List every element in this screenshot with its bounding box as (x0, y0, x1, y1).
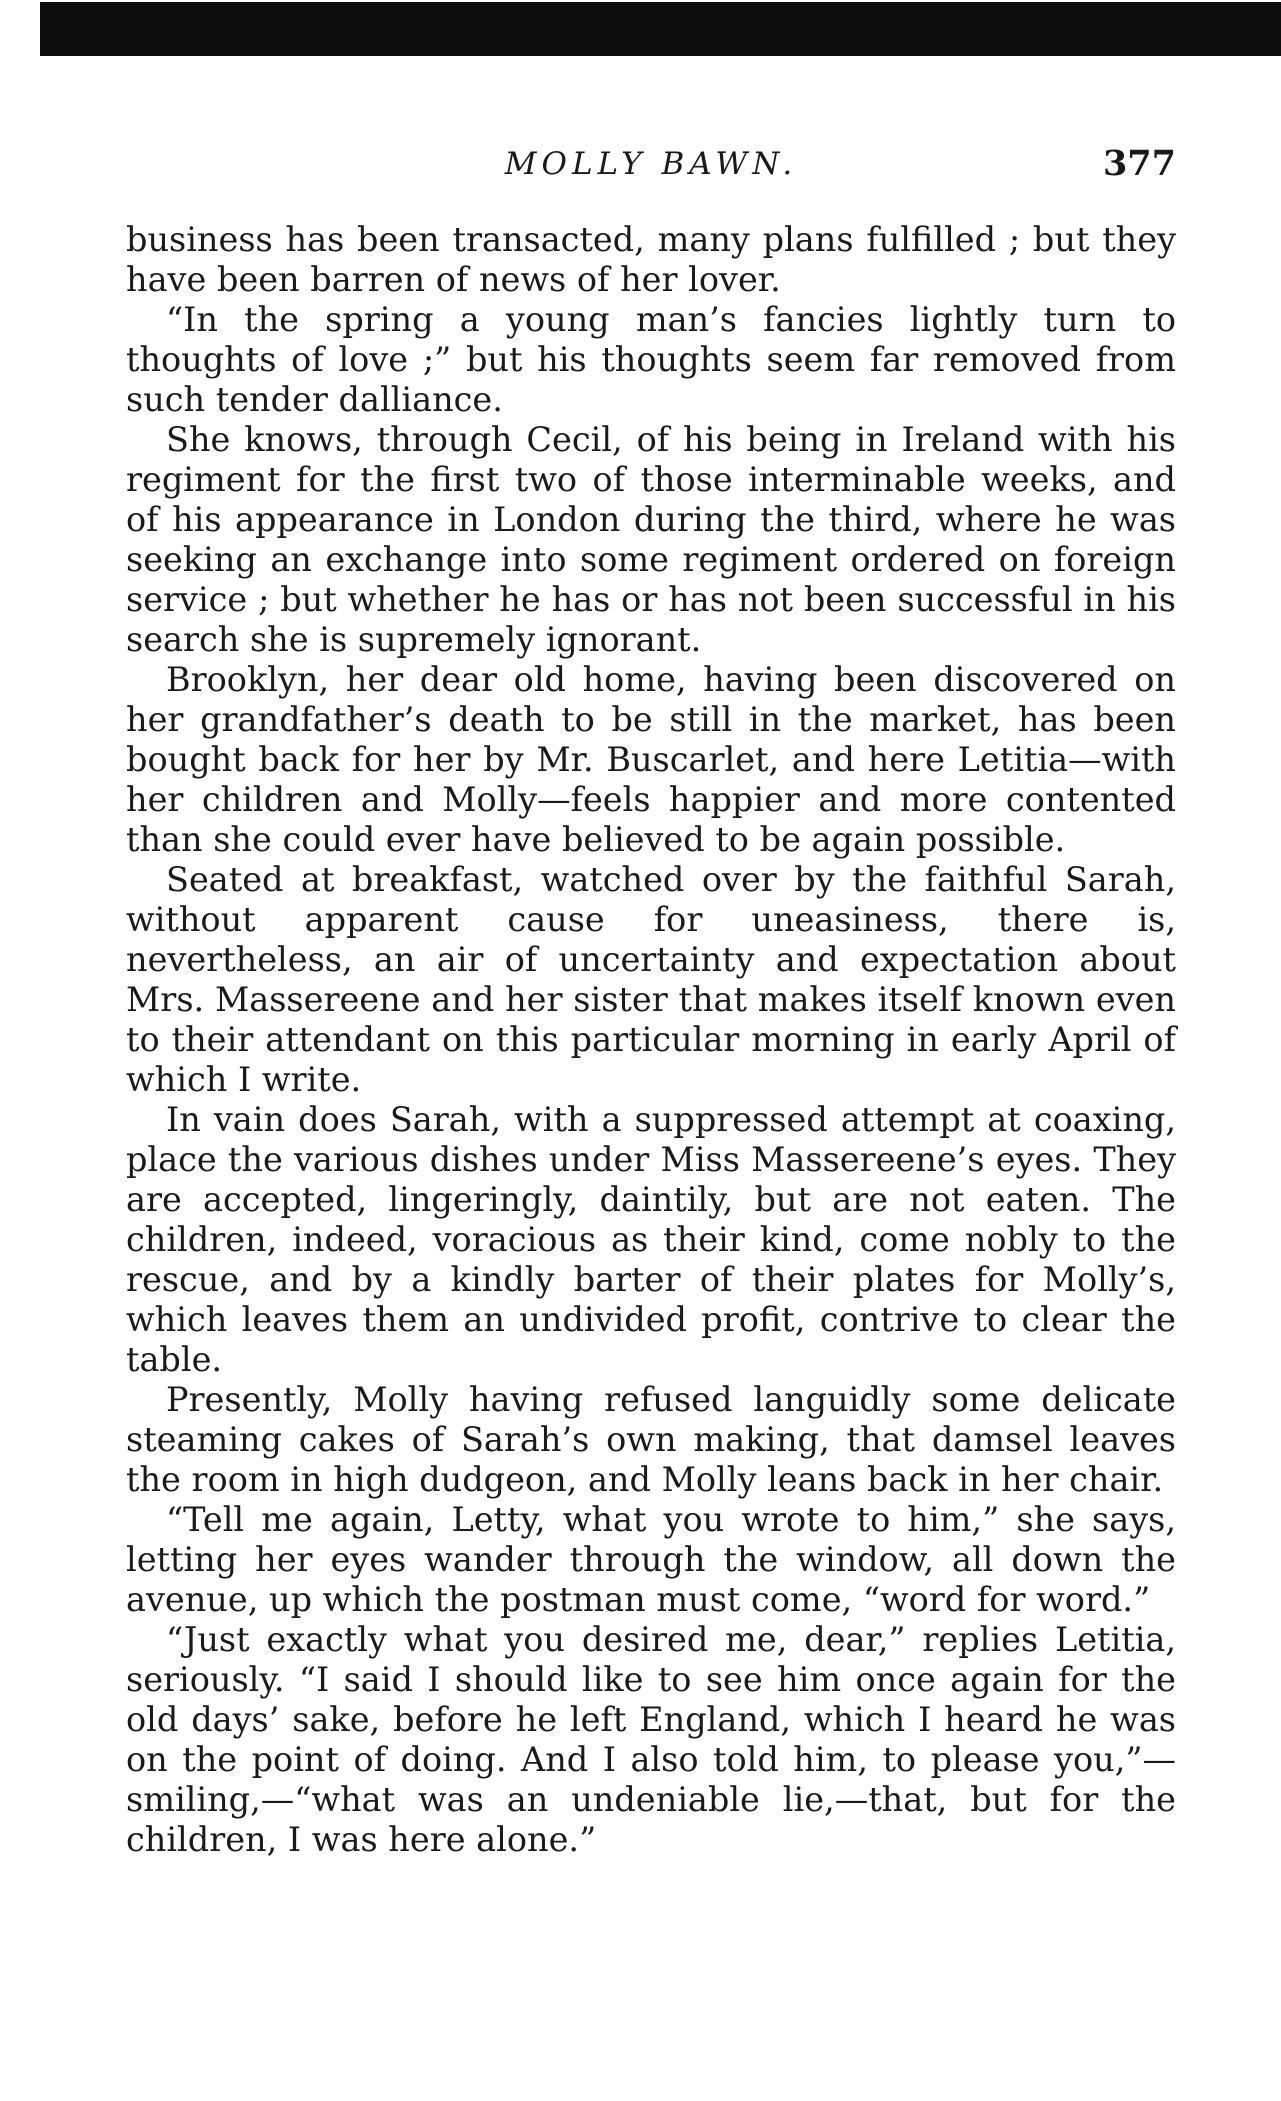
paragraph-continued: business has been transacted, many plans fulfilled ; but they have been barren of news of her lover. (126, 220, 1176, 299)
running-head (126, 140, 1176, 188)
body-text (126, 220, 1176, 1860)
paragraph: In vain does Sarah, with a suppressed attempt at coaxing, place the various dishes under Miss Massereene’s eyes. They are accepted, lingeringly, daintily, but are not eaten. The children, indeed, voracious as their kind, come nobly to the rescue, and by a kindly barter of their plates for Molly’s, which leaves them an undivided profit, contrive to clear the table. (126, 1100, 1176, 1379)
paragraph: She knows, through Cecil, of his being in Ireland with his regiment for the first two of those interminable weeks, and of his appearance in London during the third, where he was seeking an exchange into some regiment ordered on foreign service ; but whether he has or has not been successful in his search she is supremely ignorant. (126, 420, 1176, 659)
paragraph: “In the spring a young man’s fancies lightly turn to thoughts of love ;” but his thoughts seem far removed from such tender dalliance. (126, 300, 1176, 419)
top-black-bar (40, 2, 1281, 56)
paragraph: “Tell me again, Letty, what you wrote to him,” she says, letting her eyes wander through the window, all down the avenue, up which the postman must come, “word for word.” (126, 1500, 1176, 1619)
paragraph: Seated at breakfast, watched over by the faithful Sarah, without apparent cause for uneasiness, there is, nevertheless, an air of uncertainty and expectation about Mrs. Massereene and her sister that makes itself known even to their attendant on this particular morning in early April of which I write. (126, 860, 1176, 1099)
paragraph: “Just exactly what you desired me, dear,” replies Letitia, seriously. “I said I should like to see him once again for the old days’ sake, before he left England, which I heard he was on the point of doing. And I also told him, to please you,”—smiling,—“what was an undeniable lie,—that, but for the children, I was here alone.” (126, 1620, 1176, 1859)
page-number: 377 (1102, 143, 1176, 184)
paragraph: Brooklyn, her dear old home, having been discovered on her grandfather’s death to be still in the market, has been bought back for her by Mr. Buscarlet, and here Letitia—with her children and Molly—feels happier and more contented than she could ever have believed to be again possible. (126, 660, 1176, 859)
running-title: MOLLY BAWN. (504, 146, 798, 182)
paragraph: Presently, Molly having refused languidly some delicate steaming cakes of Sarah’s own making, that damsel leaves the room in high dudgeon, and Molly leans back in her chair. (126, 1380, 1176, 1499)
